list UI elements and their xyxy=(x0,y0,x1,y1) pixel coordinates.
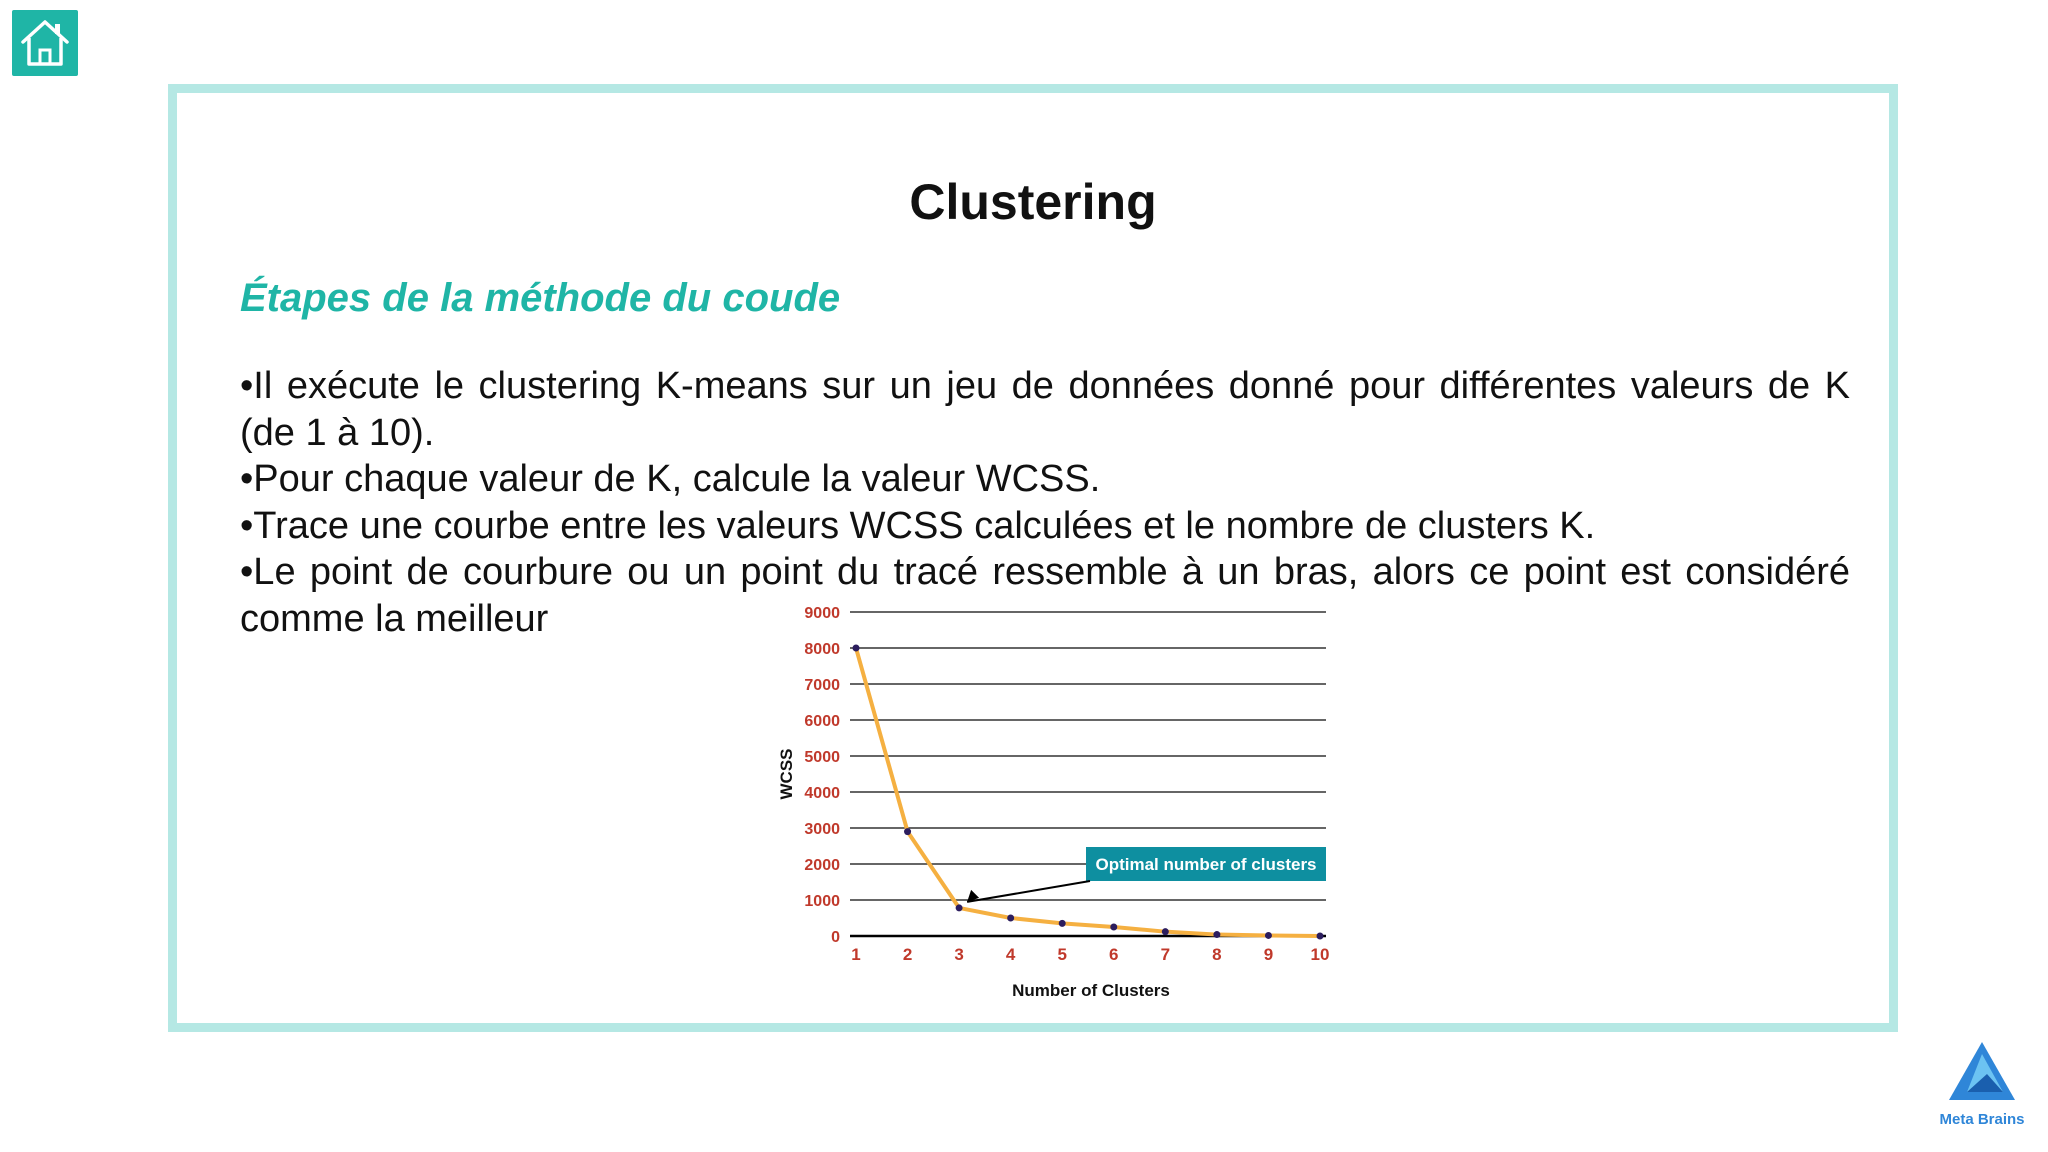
home-icon xyxy=(18,16,72,70)
y-tick-label: 0 xyxy=(831,929,840,946)
data-point xyxy=(1317,933,1324,940)
data-point xyxy=(1110,924,1117,931)
x-tick-label: 3 xyxy=(954,945,964,964)
bullet-item: •Trace une courbe entre les valeurs WCSS calculées et le nombre de clusters K. xyxy=(240,504,1596,547)
x-tick-label: 1 xyxy=(851,945,861,964)
data-point xyxy=(1265,932,1272,939)
y-tick-label: 8000 xyxy=(804,641,840,658)
data-point xyxy=(853,645,860,652)
bullet-item: •Le point de courbure ou un point du tracé ressemble à un bras, alors ce point est considéré comme la meilleur xyxy=(240,551,1850,640)
data-point xyxy=(1162,928,1169,935)
data-point xyxy=(1007,915,1014,922)
x-tick-label: 4 xyxy=(1005,945,1016,964)
annotation-label: Optimal number of clusters xyxy=(1095,855,1317,874)
y-tick-label: 9000 xyxy=(804,605,840,622)
y-tick-label: 5000 xyxy=(804,749,840,766)
y-tick-label: 3000 xyxy=(804,821,840,838)
slide-frame xyxy=(168,84,1898,1032)
slide-subtitle: Étapes de la méthode du coude xyxy=(240,276,841,320)
y-tick-label: 6000 xyxy=(804,713,840,730)
logo-text: Meta Brains xyxy=(1939,1111,2025,1128)
x-tick-label: 5 xyxy=(1057,945,1067,964)
bullet-item: •Il exécute le clustering K-means sur un jeu de données donné pour différentes valeurs de K (de 1 à 10). xyxy=(240,365,1850,454)
home-button[interactable] xyxy=(12,10,78,76)
y-tick-label: 1000 xyxy=(804,893,840,910)
annotation-arrow xyxy=(967,881,1090,902)
x-tick-label: 6 xyxy=(1109,945,1119,964)
x-tick-label: 8 xyxy=(1212,945,1222,964)
y-tick-label: 4000 xyxy=(804,785,840,802)
y-axis-label: WCSS xyxy=(777,748,796,800)
y-tick-label: 7000 xyxy=(804,677,840,694)
x-tick-label: 7 xyxy=(1160,945,1171,964)
data-point xyxy=(1059,920,1066,927)
x-tick-label: 10 xyxy=(1310,945,1330,964)
data-point xyxy=(1213,931,1220,938)
bullet-item: •Pour chaque valeur de K, calcule la valeur WCSS. xyxy=(240,458,1101,500)
x-tick-label: 2 xyxy=(902,945,913,964)
elbow-chart-svg xyxy=(766,602,1330,1002)
meta-brains-logo xyxy=(1930,1040,2034,1140)
y-tick-label: 2000 xyxy=(804,857,840,874)
elbow-chart xyxy=(766,602,1330,1002)
data-point xyxy=(956,904,963,911)
x-tick-label: 9 xyxy=(1263,945,1274,964)
meta-brains-logo-icon xyxy=(1947,1040,2017,1104)
x-axis-label: Number of Clusters xyxy=(1012,981,1170,1000)
data-point xyxy=(904,828,911,835)
bullet-list xyxy=(240,363,1850,642)
slide-title: Clustering xyxy=(909,174,1157,230)
